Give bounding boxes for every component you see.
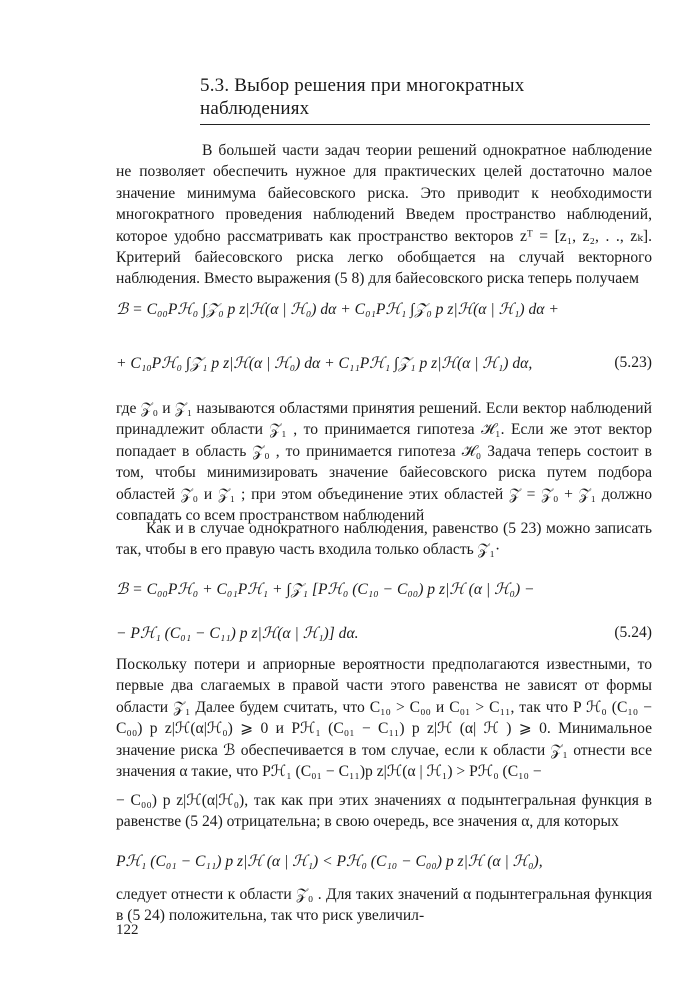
paragraph-conclusion: следует отнести к области 𝒵₀ . Для таких значений α подынтегральная функция в (5 24) положительна, так что риск увеличил- [116, 886, 652, 925]
inequality-text: Pℋ₁ (C₀₁ − C₁₁) p z|ℋ (α | ℋ₁) < Pℋ₀ (C₁₀ − C₀₀) p z|ℋ (α | ℋ₀), [116, 853, 543, 870]
equation-5-24-line-2 [116, 624, 652, 643]
section-title: 5.3. Выбор решения при многократных наблюдениях [200, 75, 525, 119]
equation-number: (5.23) [614, 354, 652, 371]
equation-number: (5.24) [614, 624, 652, 641]
page-number: 122 [116, 922, 139, 938]
title-rule [200, 124, 650, 125]
paragraph-intro: В большей части задач теории решений однократное наблюдение не позволяет обеспечить нужное для практических целей достаточно малое значение минимума байесовского риска. Это приводит к необходимости многократного проведения наблюдений Введем пространство наблюдений, которое удобно рассматривать как пространство векторов zᵀ = [z₁, z₂, . ., zₖ]. Критерий байесовского риска легко обобщается на случай векторного наблюдения. Вместо выражения (5 8) для байесовского риска теперь получаем [116, 142, 652, 288]
inequality-line [116, 852, 652, 871]
paragraph-conditions: Поскольку потери и априорные вероятности предполагаются известными, то первые два слагаемых в правой части этого равенства не зависят от формы области 𝒵₁ Далее будем считать, что C₁₀ > C₀₀ и C₀₁ > C₁₁, так что P ℋ₀ (C₁₀ − C₀₀) p z|ℋ(α|ℋ₀) ⩾ 0 и Pℋ₁ (C₀₁ − C₁₁) p z|ℋ (α| ℋ ) ⩾ 0. Минимальное значение риска ℬ обеспечивается в том случае, если к области 𝒵₁ отнести все значения α такие, что Pℋ₁ (C₀₁ − C₁₁)p z|ℋ(α | ℋ₁) > Pℋ₀ (C₁₀ − [116, 656, 652, 781]
equation-5-24-line-1 [116, 580, 652, 599]
equation-text: ℬ = C₀₀Pℋ₀ + C₀₁Pℋ₁ + ∫𝒵₁ [Pℋ₀ (C₁₀ − C₀₀) p z|ℋ (α | ℋ₀) − [116, 581, 535, 598]
equation-text: + C₁₀Pℋ₀ ∫𝒵₁ p z|ℋ(α | ℋ₀) dα + C₁₁Pℋ₁ ∫𝒵₁ p z|ℋ(α | ℋ₁) dα, [116, 355, 533, 372]
equation-text: − Pℋ₁ (C₀₁ − C₁₁) p z|ℋ(α | ℋ₁)] dα. [116, 625, 359, 642]
equation-5-23-line-2 [116, 354, 652, 373]
equation-text: ℬ = C₀₀Pℋ₀ ∫𝒵₀ p z|ℋ(α | ℋ₀) dα + C₀₁Pℋ₁ ∫𝒵₀ p z|ℋ(α | ℋ₁) dα + [116, 301, 559, 318]
paragraph-regions: где 𝒵₀ и 𝒵₁ называются областями принятия решений. Если вектор наблюдений принадлежит области 𝒵₁ , то принимается гипотеза ℋ₁. Если же этот вектор попадает в область 𝒵₀ , то принимается гипотеза ℋ₀ Задача теперь состоит в том, чтобы минимизировать значение байесовского риска путем подбора областей 𝒵₀ и 𝒵₁ ; при этом объединение этих областей 𝒵 = 𝒵₀ + 𝒵₁ должно совпадать со всем пространством наблюдений [116, 400, 652, 525]
equation-5-23-line-1 [116, 300, 652, 319]
paragraph-rewrite: Как и в случае однократного наблюдения, равенство (5 23) можно записать так, чтобы в его правую часть входила только область 𝒵₁· [116, 520, 652, 559]
paragraph-integrand: − C₀₀) p z|ℋ(α|ℋ₀), так как при этих значениях α подынтегральная функция в равенстве (5 24) отрицательна; в свою очередь, все значения α, для которых [116, 792, 652, 831]
